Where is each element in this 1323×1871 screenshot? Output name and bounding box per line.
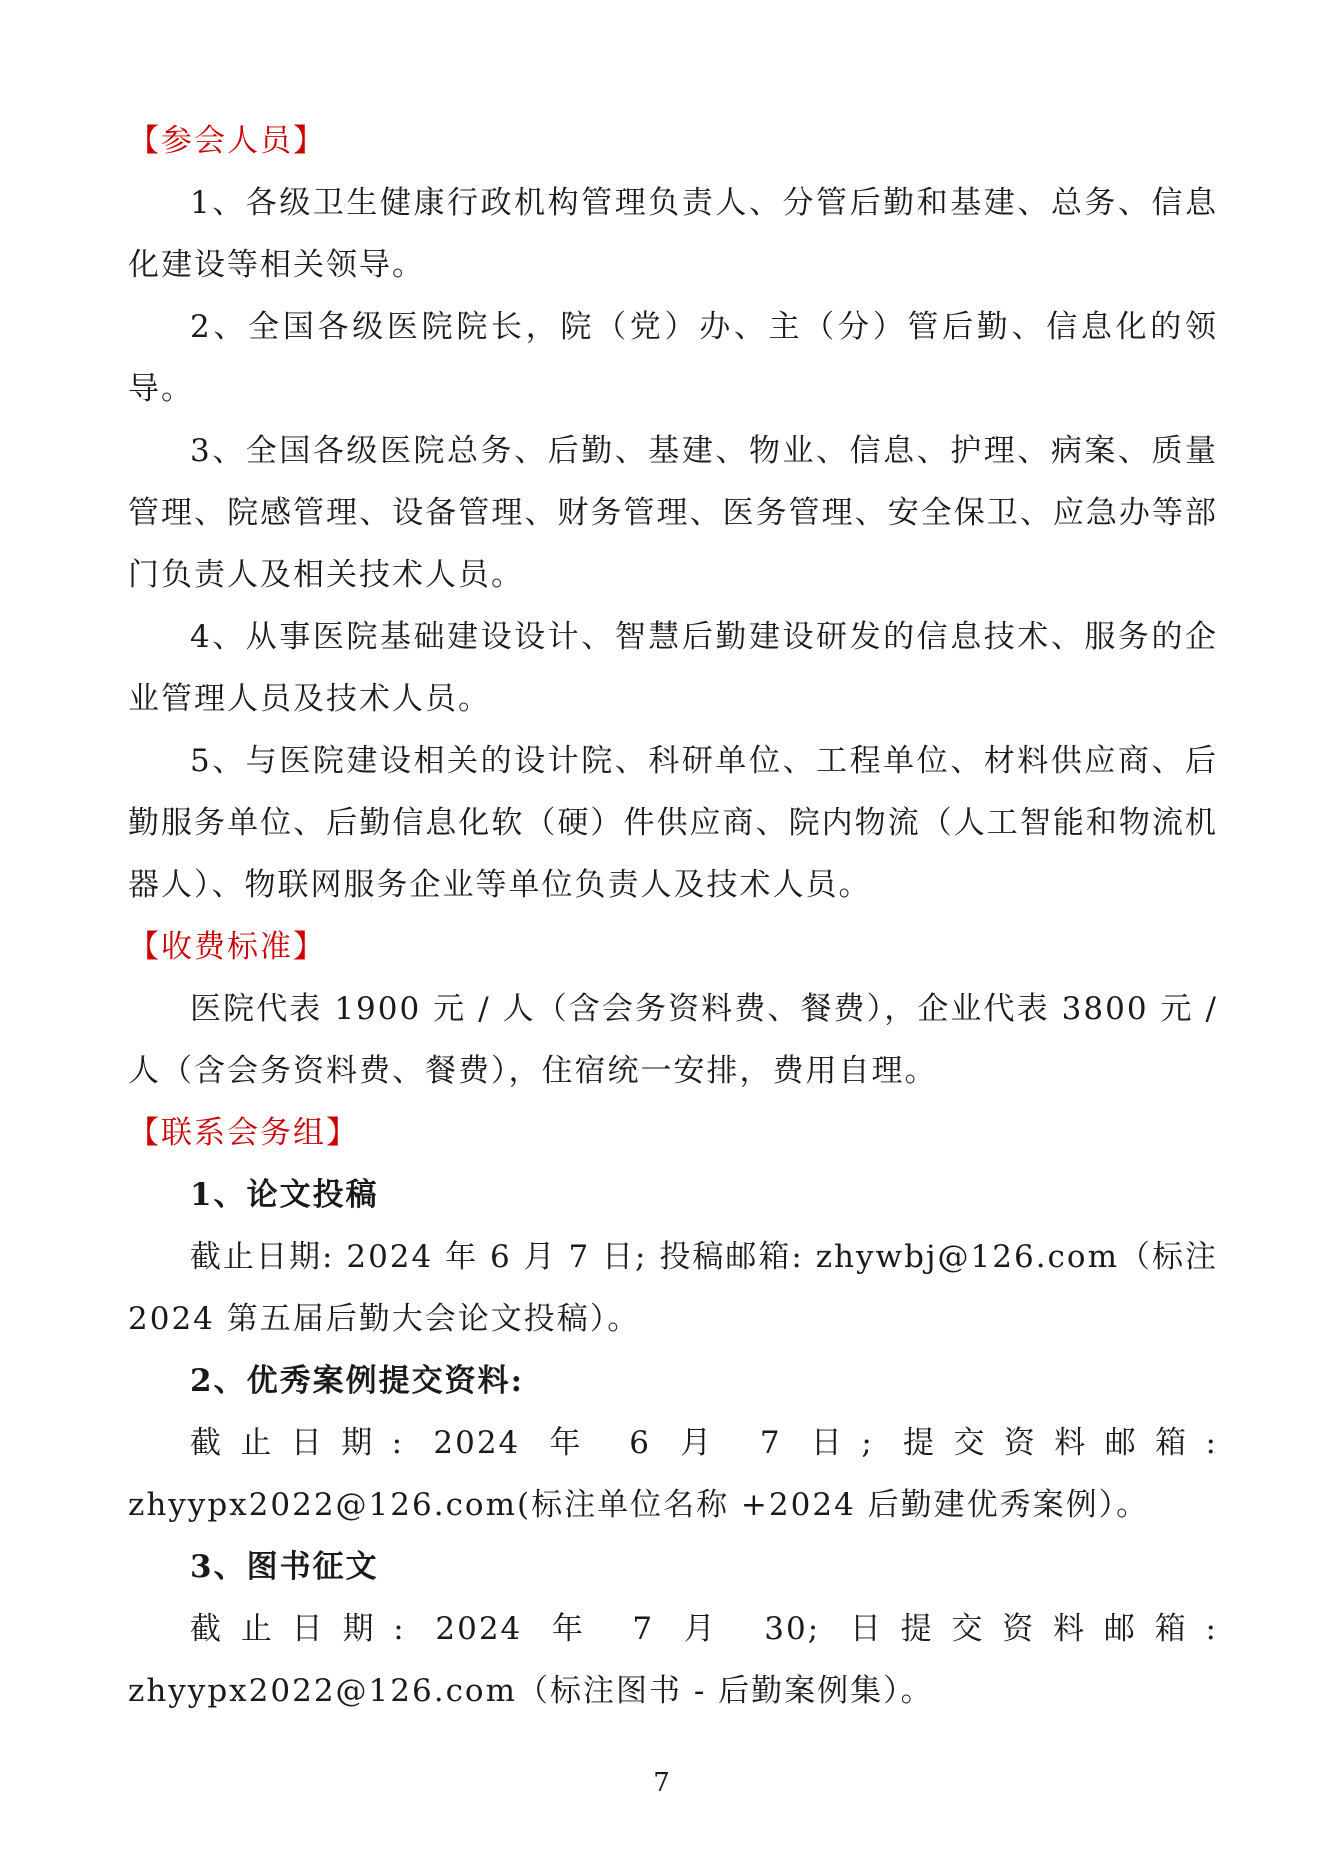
contact-item-title: 2、优秀案例提交资料: (190, 1363, 525, 1399)
contact-item-text: 截止日期: 2024 年 7 月 30; 日提交资料邮箱: zhyypx2022@126.com（标注图书 - 后勤案例集）。 (128, 1611, 1218, 1709)
section-heading-attendees: 【参会人员】 (128, 123, 326, 159)
attendee-item: 2、全国各级医院院长，院（党）办、主（分）管后勤、信息化的领导。 (128, 309, 1218, 407)
section-heading-contact: 【联系会务组】 (128, 1115, 359, 1151)
section-heading-fees: 【收费标准】 (128, 929, 326, 965)
attendee-item: 4、从事医院基础建设设计、智慧后勤建设研发的信息技术、服务的企业管理人员及技术人员。 (128, 619, 1218, 717)
document-page (128, 110, 1218, 1722)
page-number: 7 (653, 1768, 670, 1798)
attendee-item: 5、与医院建设相关的设计院、科研单位、工程单位、材料供应商、后勤服务单位、后勤信息化软（硬）件供应商、院内物流（人工智能和物流机器人）、物联网服务企业等单位负责人及技术人员。 (128, 743, 1218, 903)
contact-item-text: 截止日期: 2024 年 6 月 7 日; 投稿邮箱: zhywbj@126.com（标注 2024 第五届后勤大会论文投稿）。 (128, 1239, 1218, 1337)
contact-item-title: 1、论文投稿 (190, 1177, 379, 1213)
attendee-item: 1、各级卫生健康行政机构管理负责人、分管后勤和基建、总务、信息化建设等相关领导。 (128, 185, 1218, 283)
fees-text: 医院代表 1900 元 / 人（含会务资料费、餐费），企业代表 3800 元 / 人（含会务资料费、餐费），住宿统一安排，费用自理。 (128, 991, 1218, 1089)
attendee-item: 3、全国各级医院总务、后勤、基建、物业、信息、护理、病案、质量管理、院感管理、设备管理、财务管理、医务管理、安全保卫、应急办等部门负责人及相关技术人员。 (128, 433, 1218, 593)
contact-item-text: 截止日期: 2024 年 6 月 7 日; 提交资料邮箱: zhyypx2022@126.com(标注单位名称 +2024 后勤建优秀案例）。 (128, 1425, 1218, 1523)
contact-item-title: 3、图书征文 (190, 1549, 379, 1585)
